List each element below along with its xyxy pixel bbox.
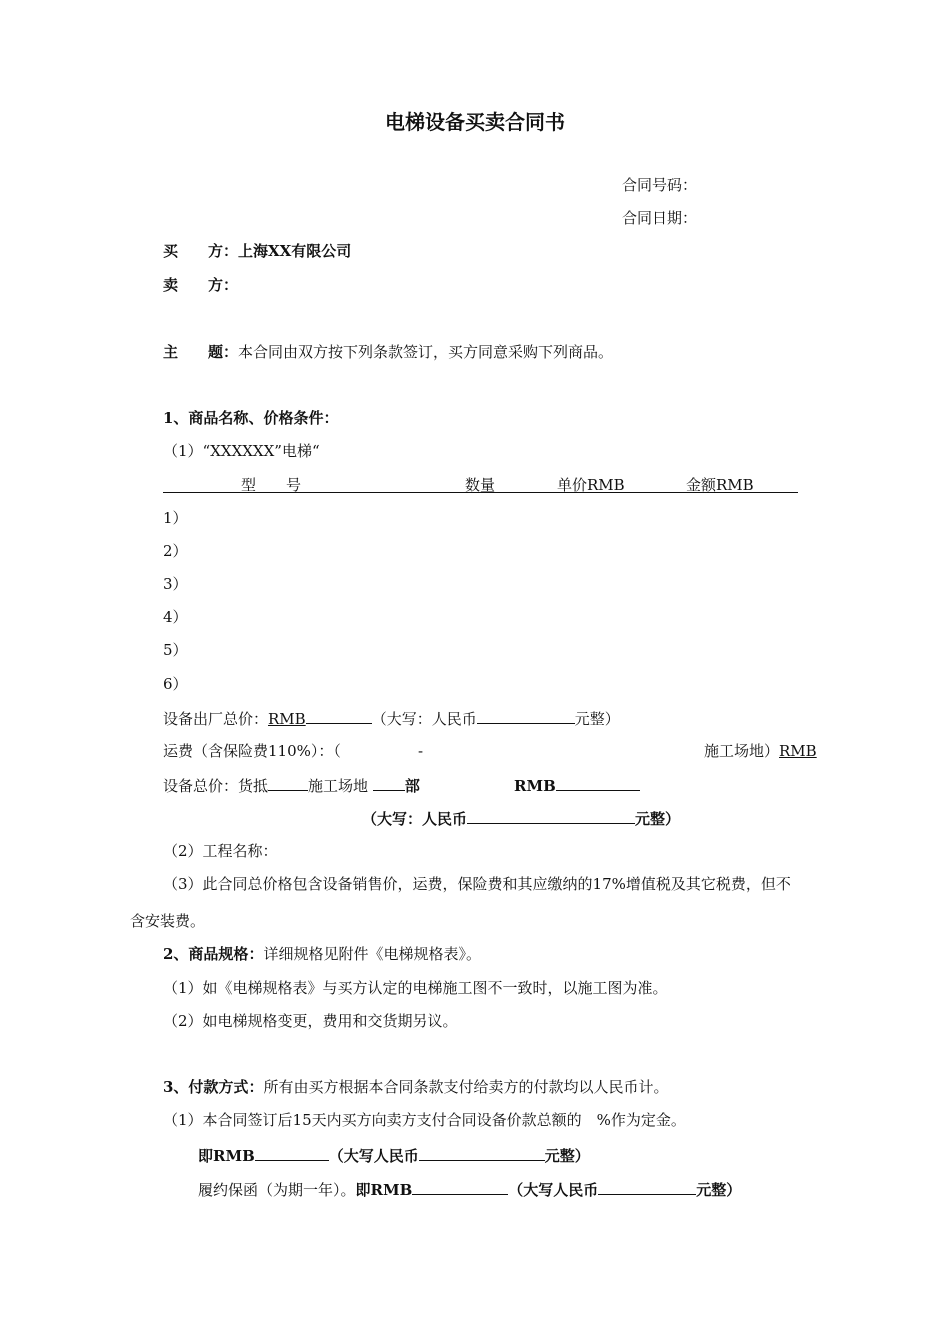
table-row: 5）: [163, 641, 188, 659]
blank-field: [268, 774, 308, 791]
total-caps-label: （大写：人民币: [362, 810, 468, 828]
table-row: 2）: [163, 542, 188, 560]
freight-label: 运费（含保险费110%）：（: [163, 742, 341, 760]
table-row: 1）: [163, 509, 188, 527]
section-2-text: 详细规格见附件《电梯规格表》。: [263, 945, 481, 963]
contract-number-label: 合同号码：: [622, 176, 698, 194]
buyer-label: 买 方：: [163, 242, 239, 260]
section-3-text: 所有由买方根据本合同条款支付给卖方的付款均以人民币计。: [263, 1078, 669, 1096]
deposit-suffix: 元整）: [544, 1147, 590, 1165]
header-unit-price: 单价RMB: [557, 476, 625, 494]
factory-total-label: 设备出厂总价：: [163, 710, 269, 728]
blank-field: [419, 1144, 545, 1161]
bond-suffix: 元整）: [696, 1181, 742, 1199]
section-1-sub2: （2）工程名称：: [163, 842, 278, 860]
factory-total-caps-label: （大写：人民币: [371, 710, 477, 728]
freight-site-label: 施工场地）: [704, 742, 780, 760]
bond-line: [198, 1178, 741, 1200]
site-label: 施工场地: [308, 777, 369, 795]
section-1-sub3-line2: 含安装费。: [130, 912, 206, 930]
header-amount: 金额RMB: [686, 476, 754, 494]
subject-line: [163, 342, 613, 362]
factory-total-currency: RMB: [268, 710, 306, 728]
bond-label: 履约保函（为期一年）。: [198, 1181, 356, 1199]
seller-label: 卖 方：: [163, 276, 239, 294]
equipment-total-label: 设备总价：货抵: [163, 777, 269, 795]
section-2-sub1: （1）如《电梯规格表》与买方认定的电梯施工图不一致时，以施工图为准。: [163, 979, 668, 997]
freight-site: [704, 741, 817, 761]
table-row: 6）: [163, 675, 188, 693]
equipment-total-currency: RMB: [514, 777, 556, 795]
equipment-total-line: [163, 774, 420, 796]
section-1-sub3-line1: （3）此合同总价格包含设备销售价，运费，保险费和其应缴纳的17%增值税及其它税费，但不: [163, 875, 791, 893]
buyer-line: [163, 241, 351, 261]
freight-currency: RMB: [779, 742, 817, 760]
header-model: 型 号: [241, 476, 302, 494]
blank-field: [477, 707, 575, 724]
blank-field: [556, 774, 640, 791]
subject-label: 主 题：: [163, 343, 239, 361]
bond-currency: 即RMB: [355, 1181, 413, 1199]
equipment-total-rmb: [514, 774, 640, 796]
document-title: 电梯设备买卖合同书: [385, 110, 565, 134]
blank-field: [598, 1178, 696, 1195]
factory-total-suffix: 元整）: [574, 710, 620, 728]
blank-field: [373, 774, 405, 791]
factory-total-line: [163, 707, 620, 729]
header-qty: 数量: [465, 476, 496, 494]
table-row: 3）: [163, 575, 188, 593]
item-table-header: [163, 474, 798, 493]
blank-field: [255, 1144, 329, 1161]
total-caps-line: [362, 807, 680, 829]
blank-field: [306, 707, 372, 724]
contract-date-label: 合同日期：: [622, 209, 698, 227]
section-3-line: [163, 1077, 668, 1097]
freight-dash: -: [418, 742, 424, 760]
blank-field: [412, 1178, 508, 1195]
section-3-heading: 3、付款方式：: [163, 1078, 264, 1096]
section-2-line: [163, 944, 481, 964]
section-2-sub2: （2）如电梯规格变更，费用和交货期另议。: [163, 1012, 458, 1030]
bond-caps-label: （大写人民币: [508, 1181, 599, 1199]
table-row: 4）: [163, 608, 188, 626]
section-2-heading: 2、商品规格：: [163, 945, 264, 963]
deposit-line: [198, 1144, 590, 1166]
deposit-caps-label: （大写人民币: [328, 1147, 419, 1165]
section-1-sub1: （1）“XXXXXX”电梯“: [163, 442, 320, 460]
deposit-currency: 即RMB: [198, 1147, 255, 1165]
subject-text: 本合同由双方按下列条款签订，买方同意采购下列商品。: [238, 343, 614, 361]
section-1-heading: 1、商品名称、价格条件：: [163, 409, 339, 427]
total-caps-suffix: 元整）: [635, 810, 681, 828]
blank-field: [467, 807, 635, 824]
unit-label: 部: [404, 777, 420, 795]
buyer-value: 上海XX有限公司: [238, 242, 352, 260]
section-3-sub1: （1）本合同签订后15天内买方向卖方支付合同设备价款总额的 %作为定金。: [163, 1111, 686, 1129]
